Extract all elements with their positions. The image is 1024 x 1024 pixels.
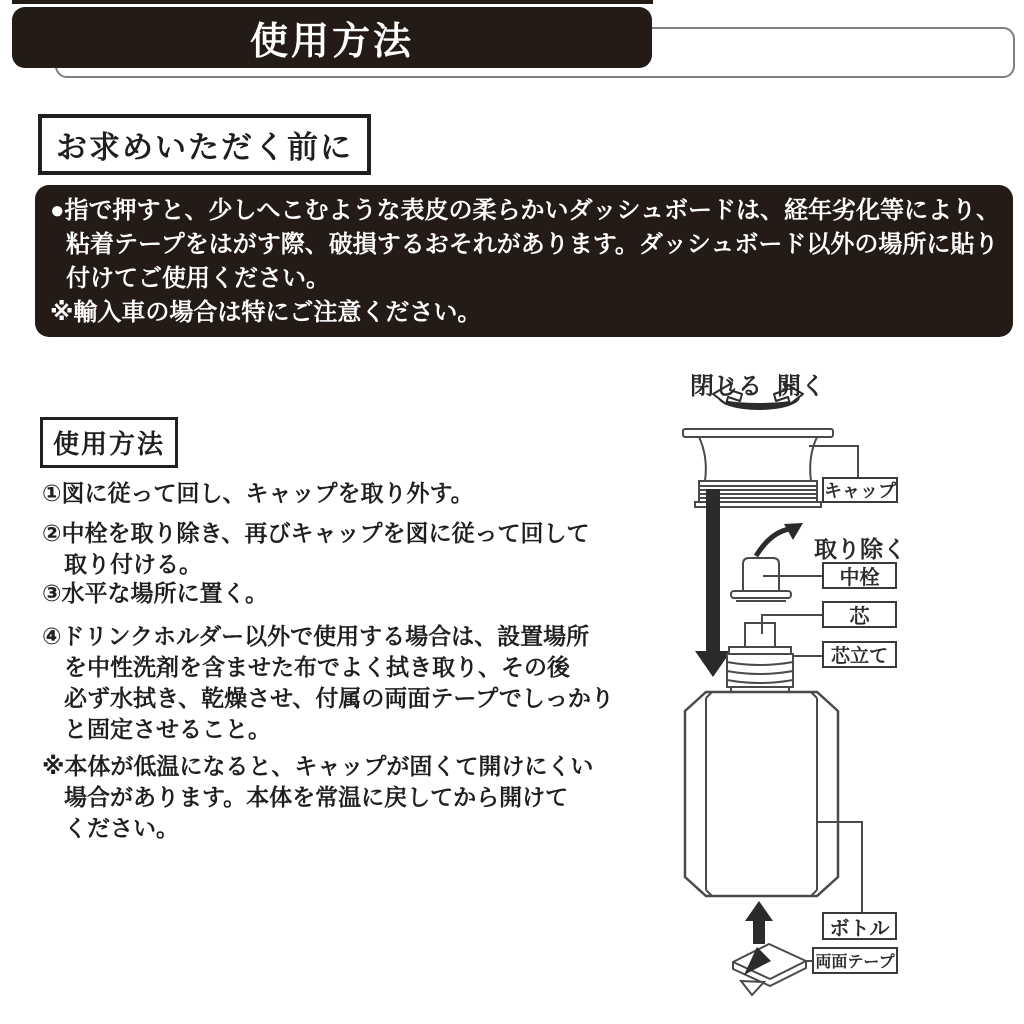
warning-line: 付けてご使用ください。 [66,265,330,292]
usage-heading: 使用方法 [40,417,178,468]
tape-illustration [733,944,812,995]
step-line: 取り付ける。 [64,551,202,577]
step-line: ②中栓を取り除き、再びキャップを図に従って回して [42,520,590,546]
usage-step-2 [42,518,642,580]
label-box-inner-plug: 中栓 [822,562,897,589]
warning-box [35,185,1013,337]
label-box-bottle: ボトル [822,912,897,940]
remove-label: 取り除く [814,536,906,562]
header-bar [12,7,652,68]
wick-illustration [745,615,822,650]
warning-line: ※輸入車の場合は特にご注意ください。 [50,299,482,326]
wick-stand-illustration [727,647,822,692]
top-edge-bar [12,0,653,4]
bottle-illustration [685,692,862,912]
down-arrow [695,489,731,677]
usage-note [42,751,642,844]
usage-step-4 [42,621,642,745]
note-line: ※本体が低温になると、キャップが固くて開けにくい [42,753,594,779]
warning-line: ●指で押すと、少しへこむような表皮の柔らかいダッシュボードは、経年劣化等により、 [50,197,1001,224]
label-box-tape: 両面テープ [812,947,898,974]
warning-line: 粘着テープをはがす際、破損するおそれがあります。ダッシュボード以外の場所に貼り [66,231,999,258]
notice-heading: お求めいただく前に [38,114,371,175]
remove-arrow [756,523,803,556]
label-box-wick-stand: 芯立て [822,641,897,668]
note-line: ください。 [64,815,179,841]
up-arrow [745,901,773,944]
usage-step-3 [42,578,642,609]
step-line: 必ず水拭き、乾燥させ、付属の両面テープでしっかり [64,685,614,711]
page-title: 使用方法 [249,21,414,63]
usage-step-1 [42,478,642,509]
label-box-wick: 芯 [822,601,897,628]
step-line: ③水平な場所に置く。 [42,580,269,606]
label-box-cap: キャップ [822,477,898,503]
step-line: を中性洗剤を含ませた布でよく拭き取り、その後 [64,654,570,680]
step-line: ①図に従って回し、キャップを取り外す。 [42,480,474,506]
note-line: 場合があります。本体を常温に戻してから開けて [64,784,569,810]
inner-plug-illustration [731,558,822,601]
open-direction-label: 開く [777,373,825,400]
step-line: ④ドリンクホルダー以外で使用する場合は、設置場所 [42,623,590,649]
step-line: と固定させること。 [64,716,271,742]
close-direction-label: 閉じる [690,373,762,400]
